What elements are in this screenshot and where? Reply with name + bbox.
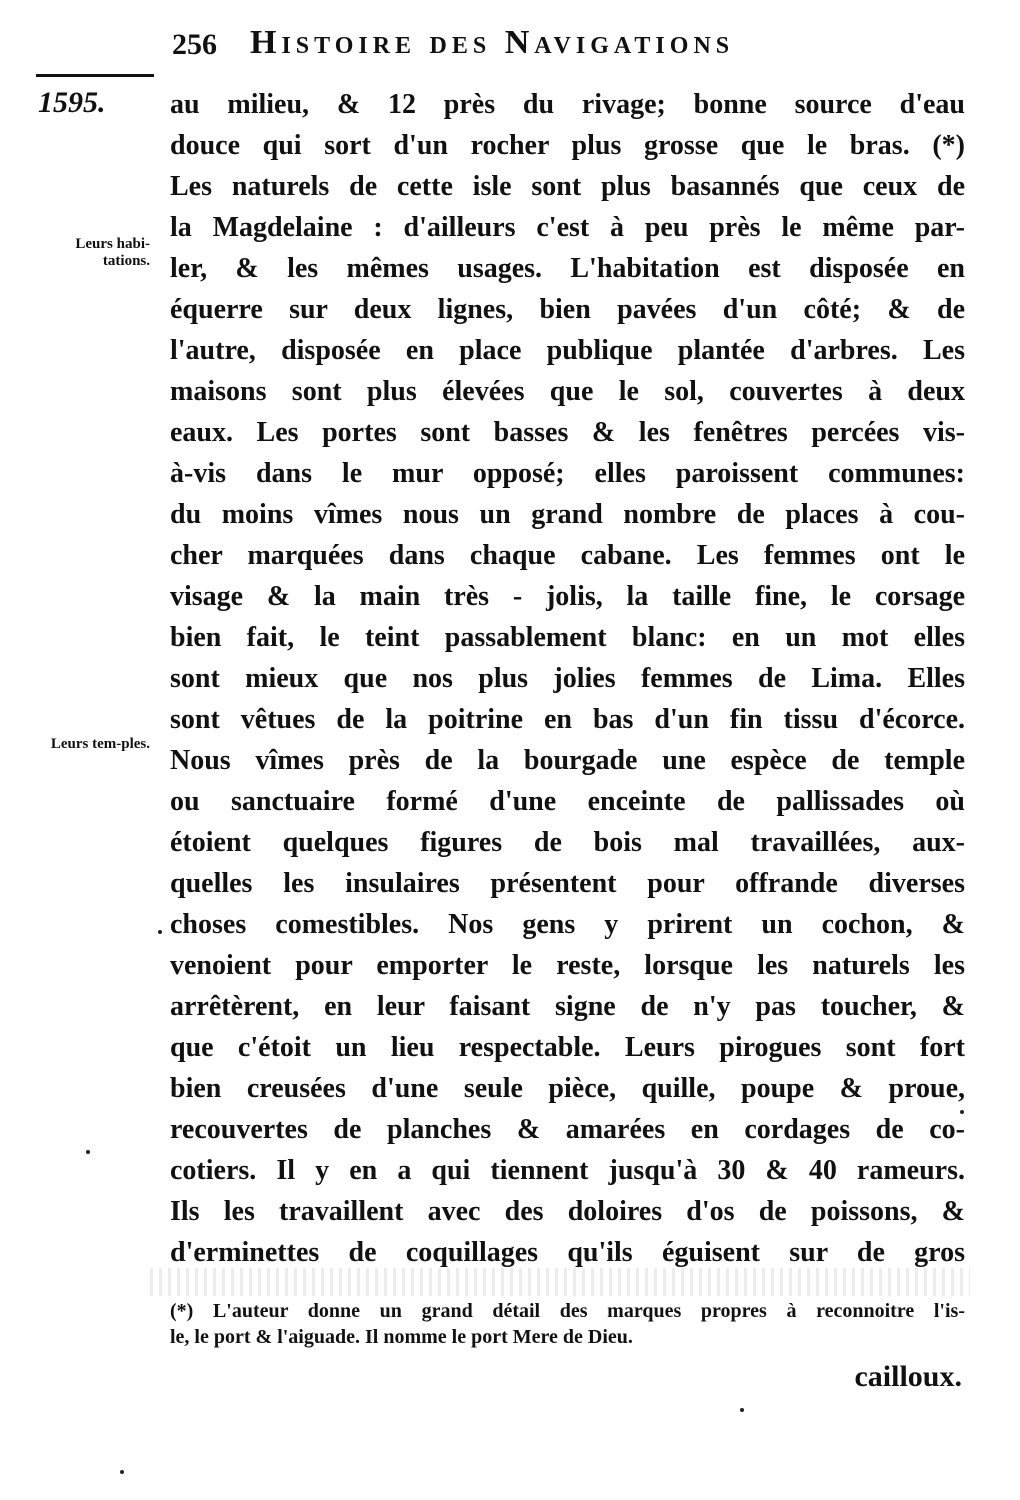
text-line: eaux. Les portes sont basses & les fenêtres percées vis- — [170, 417, 965, 448]
margin-year: 1595. — [38, 86, 106, 119]
ink-speck — [740, 1408, 744, 1412]
text-line: venoient pour emporter le reste, lorsque les naturels les — [170, 950, 965, 981]
main-text — [170, 84, 965, 1273]
text-line: l'autre, disposée en place publique plantée d'arbres. Les — [170, 335, 965, 366]
margin-rule — [36, 74, 154, 77]
text-line: Les naturels de cette isle sont plus basannés que ceux de — [170, 171, 965, 202]
text-line: d'erminettes de coquillages qu'ils éguisent sur de gros — [170, 1237, 965, 1268]
ink-speck — [86, 1150, 90, 1154]
text-line: quelles les insulaires présentent pour offrande diverses — [170, 868, 965, 899]
text-line: que c'étoit un lieu respectable. Leurs pirogues sont fort — [170, 1032, 965, 1063]
ink-speck — [158, 930, 162, 934]
catchword: cailloux. — [854, 1360, 962, 1393]
text-line: visage & la main très - jolis, la taille fine, le corsage — [170, 581, 965, 612]
text-line: cher marquées dans chaque cabane. Les femmes ont le — [170, 540, 965, 571]
show-through-bleed — [150, 1268, 970, 1296]
text-line: ou sanctuaire formé d'une enceinte de pallissades où — [170, 786, 965, 817]
running-title: Histoire des Navigations — [250, 24, 735, 61]
text-line: à-vis dans le mur opposé; elles paroissent communes: — [170, 458, 965, 489]
text-line: Ils les travaillent avec des doloires d'os de poissons, & — [170, 1196, 965, 1227]
ink-speck — [120, 1470, 124, 1474]
text-line: Nous vîmes près de la bourgade une espèce de temple — [170, 745, 965, 776]
text-line: du moins vîmes nous un grand nombre de places à cou- — [170, 499, 965, 530]
text-line: maisons sont plus élevées que le sol, couvertes à deux — [170, 376, 965, 407]
text-line: bien fait, le teint passablement blanc: en un mot elles — [170, 622, 965, 653]
text-line: sont mieux que nos plus jolies femmes de Lima. Elles — [170, 663, 965, 694]
text-line: arrêtèrent, en leur faisant signe de n'y pas toucher, & — [170, 991, 965, 1022]
margin-note-habitations: Leurs habi-tations. — [75, 236, 150, 269]
text-line: cotiers. Il y en a qui tiennent jusqu'à 30 & 40 rameurs. — [170, 1155, 965, 1186]
ink-speck — [960, 1110, 964, 1114]
text-line: la Magdelaine : d'ailleurs c'est à peu près le même par- — [170, 212, 965, 243]
text-line: au milieu, & 12 près du rivage; bonne source d'eau — [170, 89, 965, 120]
text-line: étoient quelques figures de bois mal travaillées, aux- — [170, 827, 965, 858]
footnote — [170, 1298, 965, 1350]
footnote-line: (*) L'auteur donne un grand détail des marques propres à reconnoitre l'is- — [170, 1300, 965, 1322]
text-line: choses comestibles. Nos gens y prirent un cochon, & — [170, 909, 965, 940]
text-line: recouvertes de planches & amarées en cordages de co- — [170, 1114, 965, 1145]
text-line: douce qui sort d'un rocher plus grosse que le bras. (*) — [170, 130, 965, 161]
page-number: 256 — [172, 28, 217, 61]
text-line: équerre sur deux lignes, bien pavées d'un côté; & de — [170, 294, 965, 325]
margin-note-temples: Leurs tem-ples. — [50, 736, 150, 752]
text-line: ler, & les mêmes usages. L'habitation est disposée en — [170, 253, 965, 284]
text-line: bien creusées d'une seule pièce, quille, poupe & proue, — [170, 1073, 965, 1104]
text-line: sont vêtues de la poitrine en bas d'un fin tissu d'écorce. — [170, 704, 965, 735]
footnote-line: le, le port & l'aiguade. Il nomme le port Mere de Dieu. — [170, 1326, 633, 1348]
